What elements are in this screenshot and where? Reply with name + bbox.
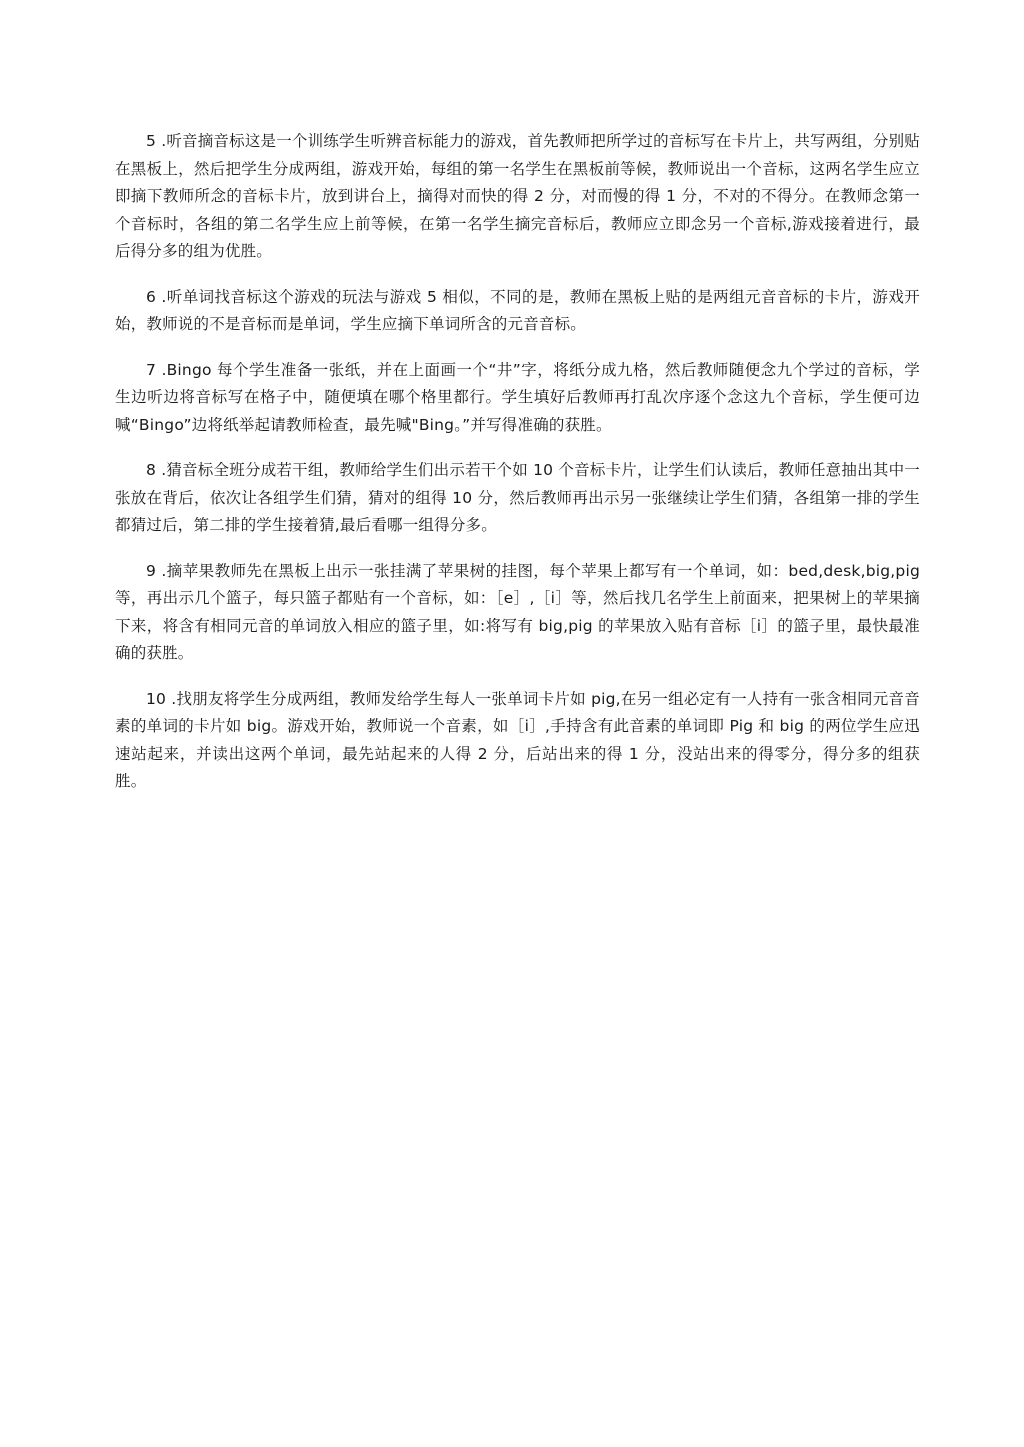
paragraph-game-5: 5 .听音摘音标这是一个训练学生听辨音标能力的游戏，首先教师把所学过的音标写在卡片上，共写两组，分别贴在黑板上，然后把学生分成两组，游戏开始，每组的第一名学生在黑板前等候，教师说出一个音标，这两名学生应立即摘下教师所念的音标卡片，放到讲台上，摘得对而快的得 2 分，对而慢的得 1 分，不对的不得分。在教师念第一个音标时，各组的第二名学生应上前等候，在第一名学生摘完音标后，教师应立即念另一个音标,游戏接着进行，最后得分多的组为优胜。: [115, 132, 920, 260]
document-body: [115, 128, 920, 814]
paragraph-game-10: 10 .找朋友将学生分成两组，教师发给学生每人一张单词卡片如 pig,在另一组必定有一人持有一张含相同元音音素的单词的卡片如 big。游戏开始，教师说一个音素，如［i］,手持含有此音素的单词即 Pig 和 big 的两位学生应迅速站起来，并读出这两个单词，最先站起来的人得 2 分，后站出来的得 1 分，没站出来的得零分，得分多的组获胜。: [115, 689, 920, 790]
paragraph-game-7: 7 .Bingo 每个学生准备一张纸，并在上面画一个“井”字，将纸分成九格，然后教师随便念九个学过的音标，学生边听边将音标写在格子中，随便填在哪个格里都行。学生填好后教师再打乱次序逐个念这九个音标，学生便可边喊“Bingo”边将纸举起请教师检查，最先喊"Bing。”并写得准确的获胜。: [115, 360, 920, 434]
paragraph-game-9: 9 .摘苹果教师先在黑板上出示一张挂满了苹果树的挂图，每个苹果上都写有一个单词，如：bed,desk,big,pig 等，再出示几个篮子，每只篮子都贴有一个音标，如：［e］,［i］等，然后找几名学生上前面来，把果树上的苹果摘下来，将含有相同元音的单词放入相应的篮子里，如:将写有 big,pig 的苹果放入贴有音标［i］的篮子里，最快最准确的获胜。: [115, 561, 920, 662]
paragraph-game-6: 6 .听单词找音标这个游戏的玩法与游戏 5 相似，不同的是，教师在黑板上贴的是两组元音音标的卡片，游戏开始，教师说的不是音标而是单词，学生应摘下单词所含的元音音标。: [115, 287, 920, 333]
paragraph-game-8: 8 .猜音标全班分成若干组，教师给学生们出示若干个如 10 个音标卡片，让学生们认读后，教师任意抽出其中一张放在背后，依次让各组学生们猜，猜对的组得 10 分，然后教师再出示另一张继续让学生们猜，各组第一排的学生都猜过后，第二排的学生接着猜,最后看哪一组得分多。: [115, 461, 920, 534]
